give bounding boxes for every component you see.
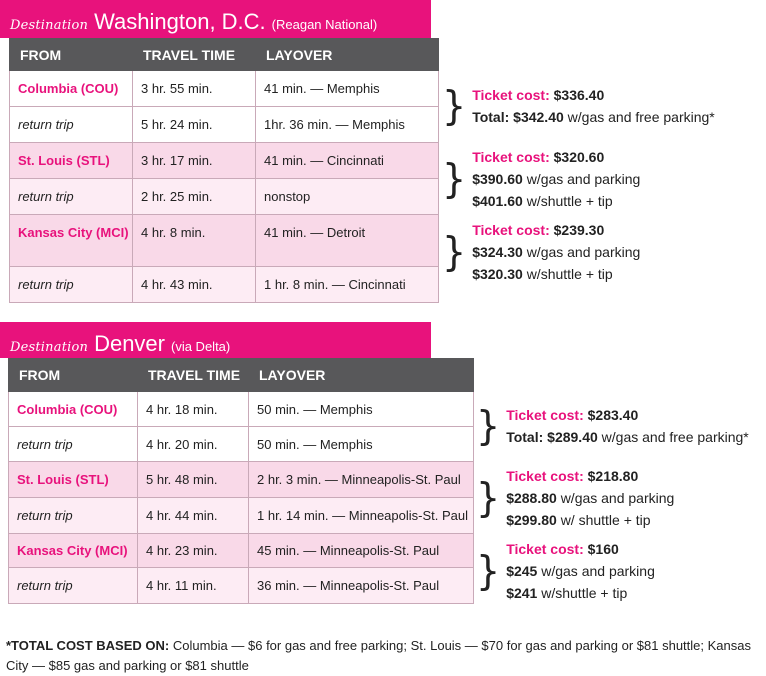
travel-time-cell: 3 hr. 17 min.: [133, 143, 256, 179]
from-cell: return trip: [10, 179, 133, 215]
from-cell: return trip: [10, 267, 133, 303]
from-cell: return trip: [10, 107, 133, 143]
cost-group-stlouis-denver: [476, 465, 674, 531]
table-header-row: [9, 359, 474, 392]
travel-time-cell: 2 hr. 25 min.: [133, 179, 256, 215]
flight-table-dc: [9, 38, 439, 303]
cost-group-stlouis-dc: [442, 146, 640, 212]
footnote-heading: *TOTAL COST BASED ON:: [6, 638, 170, 653]
brace-icon: }: [442, 155, 467, 203]
cost-line: Total: $342.40 w/gas and free parking*: [472, 109, 715, 125]
cost-line: $320.30 w/shuttle + tip: [472, 266, 613, 282]
travel-time-cell: 5 hr. 24 min.: [133, 107, 256, 143]
cost-line: Ticket cost: $283.40: [506, 407, 639, 423]
header-layover: LAYOVER: [256, 39, 439, 71]
brace-icon: }: [442, 228, 467, 276]
travel-time-cell: 4 hr. 20 min.: [138, 427, 249, 462]
table-row: [9, 568, 474, 604]
destination-city: Washington, D.C.: [94, 9, 266, 34]
destination-note: (Reagan National): [271, 17, 378, 32]
table-header-row: [10, 39, 439, 71]
cost-line: $241 w/shuttle + tip: [506, 585, 628, 601]
from-cell: St. Louis (STL): [10, 143, 133, 179]
flight-table-denver: [8, 358, 474, 604]
header-travel-time: TRAVEL TIME: [133, 39, 256, 71]
from-cell: return trip: [9, 568, 138, 604]
cost-line: Total: $289.40 w/gas and free parking*: [506, 429, 749, 445]
travel-time-cell: 4 hr. 18 min.: [138, 392, 249, 427]
cost-group-columbia-denver: [476, 404, 749, 448]
destination-note: (via Delta): [171, 339, 231, 354]
travel-time-cell: 4 hr. 44 min.: [138, 498, 249, 534]
layover-cell: 1 hr. 14 min. — Minneapolis-St. Paul: [249, 498, 474, 534]
layover-cell: 50 min. — Memphis: [249, 392, 474, 427]
travel-time-cell: 4 hr. 43 min.: [133, 267, 256, 303]
cost-line: $299.80 w/ shuttle + tip: [506, 512, 651, 528]
layover-cell: 50 min. — Memphis: [249, 427, 474, 462]
cost-group-kansascity-denver: [476, 538, 655, 604]
destination-city: Denver: [94, 331, 165, 356]
header-travel-time: TRAVEL TIME: [138, 359, 249, 392]
travel-time-cell: 4 hr. 23 min.: [138, 534, 249, 568]
brace-icon: }: [442, 82, 467, 130]
table-row: [10, 107, 439, 143]
header-layover: LAYOVER: [249, 359, 474, 392]
table-row: [9, 392, 474, 427]
from-cell: St. Louis (STL): [9, 462, 138, 498]
travel-time-cell: 4 hr. 8 min.: [133, 215, 256, 267]
table-row: [9, 534, 474, 568]
layover-cell: 36 min. — Minneapolis-St. Paul: [249, 568, 474, 604]
destination-banner-dc: [0, 0, 431, 38]
cost-line: Ticket cost: $160: [506, 541, 619, 557]
travel-time-cell: 5 hr. 48 min.: [138, 462, 249, 498]
destination-banner-denver: [0, 322, 431, 358]
table-row: [10, 71, 439, 107]
table-row: [10, 179, 439, 215]
brace-icon: }: [476, 547, 501, 595]
layover-cell: 45 min. — Minneapolis-St. Paul: [249, 534, 474, 568]
footnote-text: Columbia — $6 for gas and free parking; St. Louis — $70 for gas and parking or $81 shuttle; Kansas City — $85 gas and parking or $81 shuttle: [6, 638, 751, 673]
layover-cell: 1 hr. 8 min. — Cincinnati: [256, 267, 439, 303]
cost-group-kansascity-dc: [442, 219, 640, 285]
from-cell: return trip: [9, 498, 138, 534]
travel-time-cell: 4 hr. 11 min.: [138, 568, 249, 604]
from-cell: return trip: [9, 427, 138, 462]
cost-line: $288.80 w/gas and parking: [506, 490, 675, 506]
from-cell: Kansas City (MCI): [10, 215, 133, 267]
cost-line: $390.60 w/gas and parking: [472, 171, 641, 187]
from-cell: Columbia (COU): [10, 71, 133, 107]
layover-cell: 1hr. 36 min. — Memphis: [256, 107, 439, 143]
cost-line: $401.60 w/shuttle + tip: [472, 193, 613, 209]
layover-cell: 2 hr. 3 min. — Minneapolis-St. Paul: [249, 462, 474, 498]
cost-group-columbia-dc: [442, 84, 715, 128]
from-cell: Kansas City (MCI): [9, 534, 138, 568]
header-from: FROM: [9, 359, 138, 392]
layover-cell: nonstop: [256, 179, 439, 215]
destination-label: Destination: [10, 340, 89, 355]
destination-label: Destination: [10, 18, 89, 33]
cost-line: Ticket cost: $336.40: [472, 87, 605, 103]
table-row: [9, 498, 474, 534]
cost-line: $324.30 w/gas and parking: [472, 244, 641, 260]
layover-cell: 41 min. — Detroit: [256, 215, 439, 267]
cost-line: $245 w/gas and parking: [506, 563, 655, 579]
layover-cell: 41 min. — Cincinnati: [256, 143, 439, 179]
footnote: [6, 636, 756, 676]
table-row: [10, 143, 439, 179]
travel-time-cell: 3 hr. 55 min.: [133, 71, 256, 107]
brace-icon: }: [476, 474, 501, 522]
table-row: [9, 427, 474, 462]
cost-line: Ticket cost: $218.80: [506, 468, 639, 484]
cost-line: Ticket cost: $320.60: [472, 149, 605, 165]
header-from: FROM: [10, 39, 133, 71]
brace-icon: }: [476, 402, 501, 450]
table-row: [10, 267, 439, 303]
cost-line: Ticket cost: $239.30: [472, 222, 605, 238]
from-cell: Columbia (COU): [9, 392, 138, 427]
table-row: [10, 215, 439, 267]
table-row: [9, 462, 474, 498]
layover-cell: 41 min. — Memphis: [256, 71, 439, 107]
